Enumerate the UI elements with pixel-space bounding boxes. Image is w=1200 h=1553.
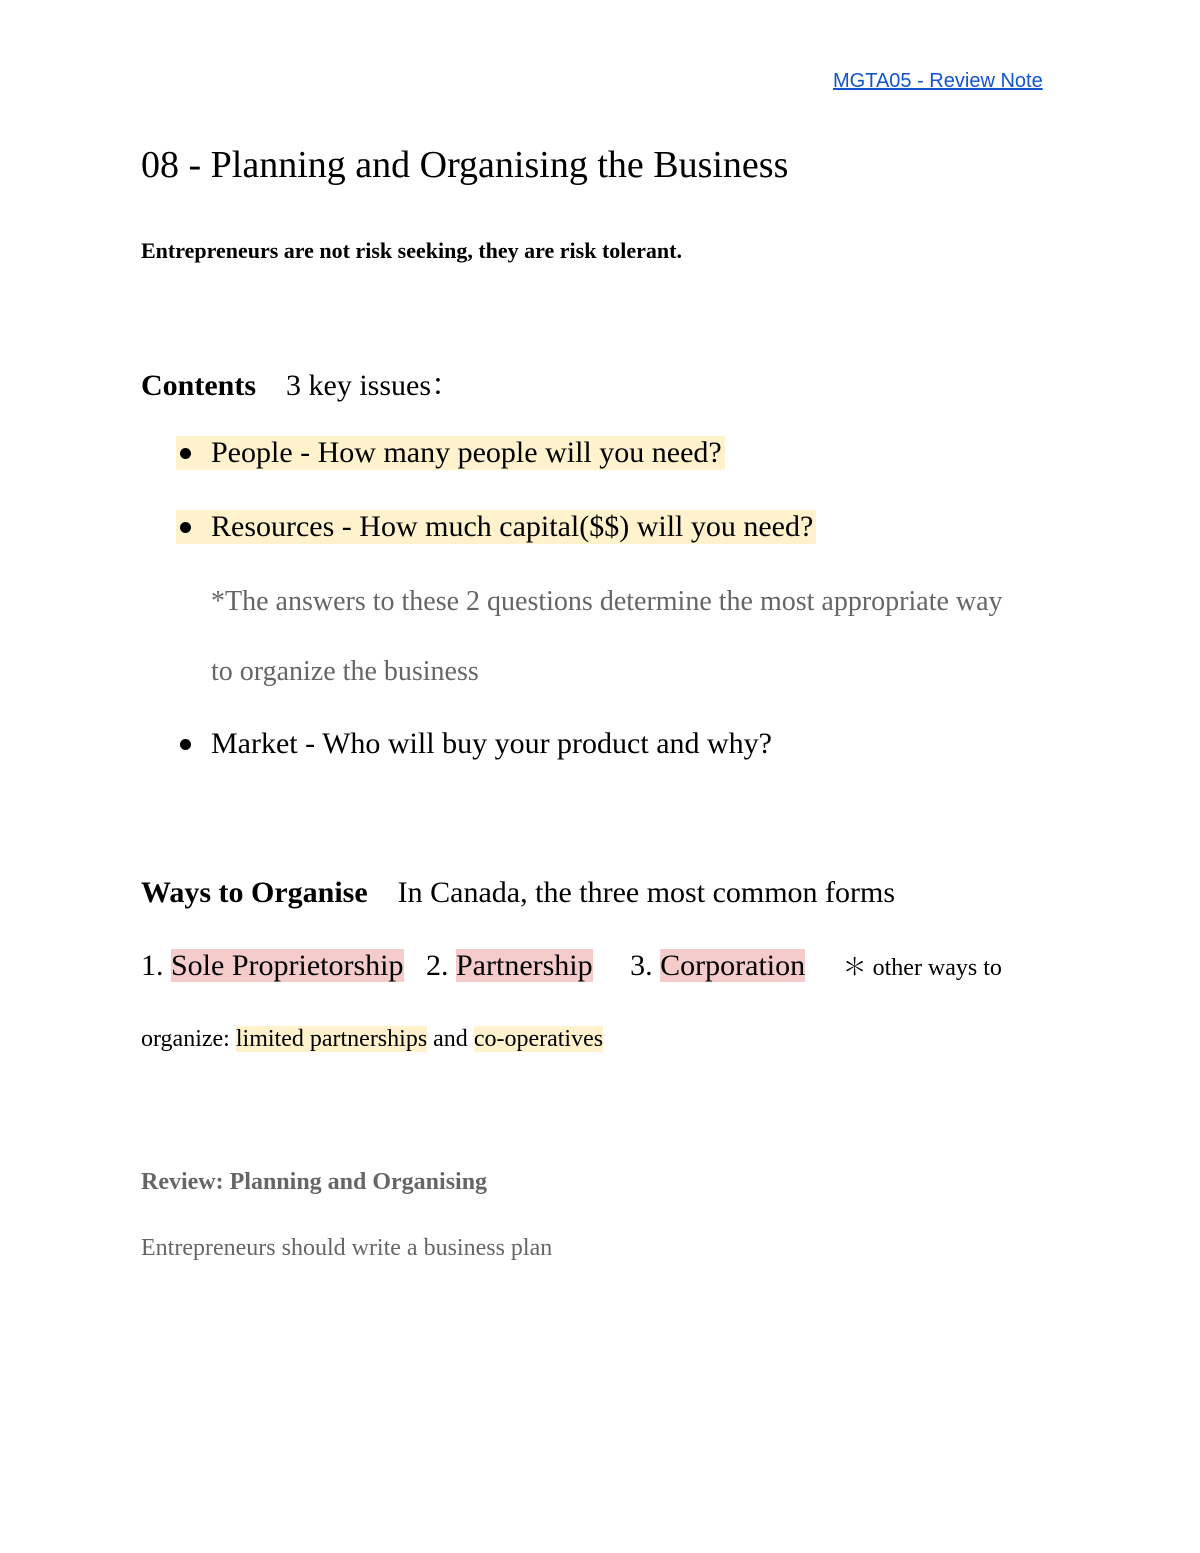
bullet-icon — [180, 522, 191, 533]
list-item — [176, 727, 772, 761]
header-link[interactable]: MGTA05 - Review Note — [833, 70, 1043, 92]
list-item-text: People - How many people will you need? — [211, 436, 722, 469]
ways-text: In Canada, the three most common forms — [397, 876, 896, 909]
form-name: Partnership — [456, 949, 593, 982]
review-text: Entrepreneurs should write a business plan — [141, 1235, 553, 1261]
ways-label: Ways to Organise — [141, 876, 368, 909]
form-name: Sole Proprietorship — [171, 949, 404, 982]
and-word: and — [433, 1026, 468, 1052]
form-number: 2. — [426, 949, 449, 982]
note-line-1: *The answers to these 2 questions determine the most appropriate way — [211, 586, 1003, 617]
list-item-text: Resources - How much capital($$) will you need? — [211, 510, 814, 543]
note-line-2: to organize the business — [211, 656, 479, 687]
list-item-text: Market - Who will buy your product and why? — [211, 727, 772, 760]
page-title: 08 - Planning and Organising the Business — [141, 144, 789, 186]
review-heading: Review: Planning and Organising — [141, 1169, 488, 1195]
tagline: Entrepreneurs are not risk seeking, they are risk tolerant. — [141, 238, 682, 263]
contents-heading — [141, 360, 461, 404]
contents-text: 3 key issues： — [286, 369, 462, 402]
bullet-icon — [180, 448, 191, 459]
forms-line — [141, 947, 1002, 983]
organize-prefix: organize: — [141, 1026, 230, 1052]
contents-label: Contents — [141, 369, 257, 402]
form-number: 1. — [141, 949, 164, 982]
list-item — [176, 510, 816, 544]
other-form-name: co-operatives — [473, 1026, 604, 1052]
form-name: Corporation — [660, 949, 806, 982]
list-item — [176, 436, 725, 470]
organize-line — [141, 1026, 603, 1053]
other-form-name: limited partnerships — [235, 1026, 428, 1052]
ways-heading — [141, 876, 895, 910]
bullet-icon — [180, 739, 191, 750]
form-number: 3. — [630, 949, 653, 982]
other-ways-prefix: ＊ other ways to — [842, 955, 1002, 981]
